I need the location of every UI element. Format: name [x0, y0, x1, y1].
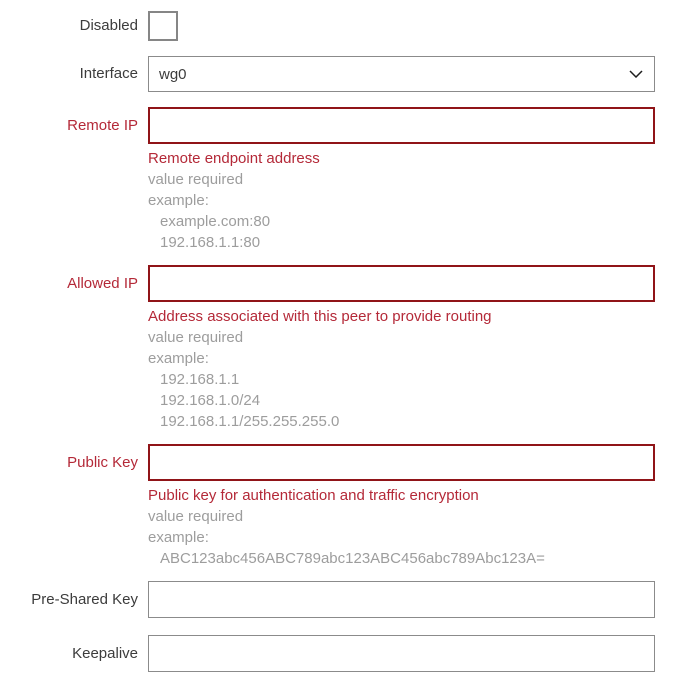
- keepalive-input[interactable]: [148, 635, 655, 672]
- pre-shared-key-input[interactable]: [148, 581, 655, 618]
- allowed-ip-example-2: 192.168.1.0/24: [160, 392, 261, 409]
- remote-ip-example-label: example:: [148, 192, 209, 209]
- allowed-ip-example-label: example:: [148, 350, 209, 367]
- disabled-label: Disabled: [79, 17, 138, 34]
- public-key-validation: value required: [148, 508, 244, 525]
- interface-select-wrap: [148, 56, 655, 92]
- remote-ip-example-1: example.com:80: [160, 213, 271, 230]
- allowed-ip-example-3: 192.168.1.1/255.255.255.0: [160, 413, 340, 430]
- field-row-interface: [0, 56, 676, 92]
- field-row-public-key: [0, 444, 676, 581]
- field-row-pre-shared-key: [0, 581, 676, 618]
- public-key-input[interactable]: [148, 444, 655, 481]
- keepalive-field-cell: [148, 635, 655, 672]
- remote-ip-validation: value required: [148, 171, 244, 188]
- remote-ip-label: Remote IP: [67, 117, 138, 134]
- public-key-label: Public Key: [67, 454, 138, 471]
- field-row-keepalive: [0, 635, 676, 672]
- field-row-remote-ip: [0, 107, 676, 265]
- remote-ip-field-cell: [148, 107, 655, 265]
- public-key-help: [148, 485, 655, 569]
- public-key-field-cell: [148, 444, 655, 581]
- remote-ip-input[interactable]: [148, 107, 655, 144]
- interface-select[interactable]: [148, 56, 655, 92]
- public-key-example-1: ABC123abc456ABC789abc123ABC456abc789Abc123A=: [160, 550, 545, 567]
- field-row-allowed-ip: [0, 265, 676, 444]
- allowed-ip-description: Address associated with this peer to provide routing: [148, 308, 492, 325]
- interface-label: Interface: [79, 65, 138, 82]
- public-key-example-label: example:: [148, 529, 209, 546]
- allowed-ip-validation: value required: [148, 329, 244, 346]
- field-row-disabled: [0, 11, 676, 41]
- disabled-field-cell: [148, 11, 655, 41]
- remote-ip-description: Remote endpoint address: [148, 150, 320, 167]
- pre-shared-key-label: Pre-Shared Key: [31, 591, 138, 608]
- pre-shared-key-field-cell: [148, 581, 655, 618]
- allowed-ip-label: Allowed IP: [67, 275, 138, 292]
- allowed-ip-help: [148, 306, 655, 432]
- disabled-checkbox[interactable]: [148, 11, 178, 41]
- allowed-ip-input[interactable]: [148, 265, 655, 302]
- keepalive-label: Keepalive: [72, 645, 138, 662]
- public-key-description: Public key for authentication and traffic encryption: [148, 487, 479, 504]
- allowed-ip-field-cell: [148, 265, 655, 444]
- remote-ip-example-2: 192.168.1.1:80: [160, 234, 261, 251]
- remote-ip-help: [148, 148, 655, 253]
- allowed-ip-example-1: 192.168.1.1: [160, 371, 240, 388]
